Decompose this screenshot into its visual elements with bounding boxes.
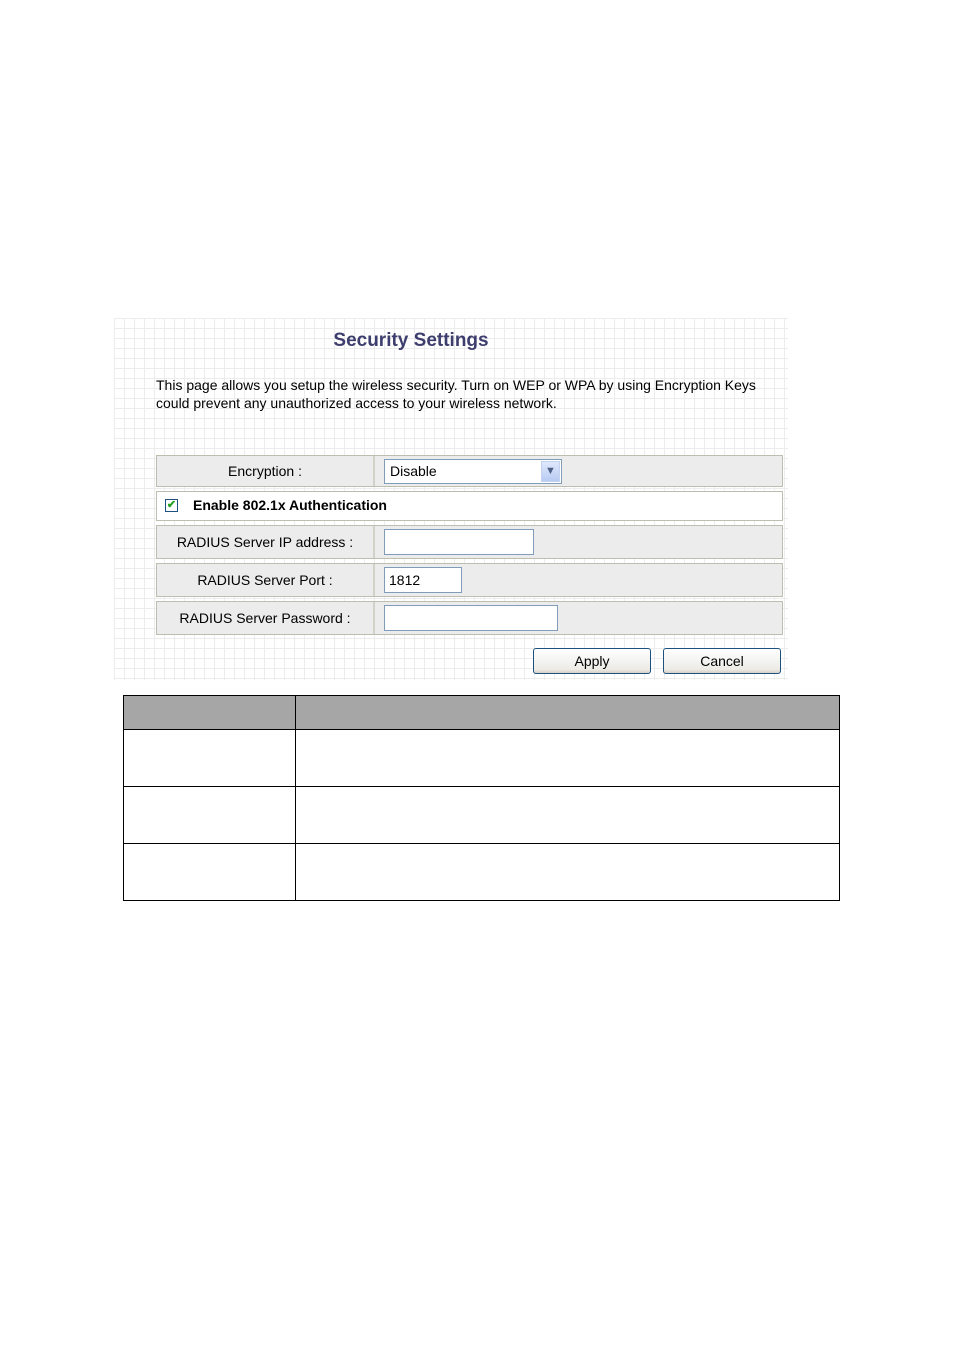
table-cell <box>124 844 296 901</box>
table-header-cell <box>296 696 840 730</box>
radius-ip-row <box>156 525 783 559</box>
encryption-select[interactable] <box>384 459 562 484</box>
radius-port-row <box>156 563 783 597</box>
table-header-row <box>124 696 840 730</box>
table-cell <box>296 730 840 787</box>
radius-ip-input[interactable] <box>384 529 534 555</box>
settings-table <box>156 455 783 639</box>
cancel-button[interactable]: Cancel <box>663 648 781 674</box>
table-cell <box>296 844 840 901</box>
table-cell <box>124 787 296 844</box>
checkmark-icon: ✔ <box>166 499 177 511</box>
radius-ip-field <box>384 526 534 558</box>
encryption-selected-value: Disable <box>390 463 437 479</box>
table-row <box>124 844 840 901</box>
encryption-label: Encryption : <box>157 456 375 486</box>
auth-8021x-label: Enable 802.1x Authentication <box>193 497 387 513</box>
page-title: Security Settings <box>333 330 489 351</box>
page-description: This page allows you setup the wireless security. Turn on WEP or WPA by using Encryption Keys could prevent any unauthorized access to your wireless network. <box>156 377 756 411</box>
radius-port-label: RADIUS Server Port : <box>157 564 375 596</box>
radius-password-row <box>156 601 783 635</box>
radius-password-label: RADIUS Server Password : <box>157 602 375 634</box>
table-cell <box>296 787 840 844</box>
encryption-row <box>156 455 783 487</box>
radius-ip-label: RADIUS Server IP address : <box>157 526 375 558</box>
description-table <box>123 695 840 901</box>
auth-8021x-row <box>156 491 783 521</box>
radius-password-input[interactable] <box>384 605 558 631</box>
apply-button[interactable]: Apply <box>533 648 651 674</box>
table-header-cell <box>124 696 296 730</box>
encryption-field <box>384 456 562 486</box>
security-settings-panel <box>114 318 788 680</box>
auth-8021x-checkbox[interactable] <box>165 499 178 512</box>
radius-port-input[interactable] <box>384 567 462 593</box>
radius-port-field <box>384 564 462 596</box>
table-cell <box>124 730 296 787</box>
radius-password-field <box>384 602 558 634</box>
table-row <box>124 787 840 844</box>
chevron-down-icon[interactable]: ▼ <box>541 461 560 482</box>
table-row <box>124 730 840 787</box>
